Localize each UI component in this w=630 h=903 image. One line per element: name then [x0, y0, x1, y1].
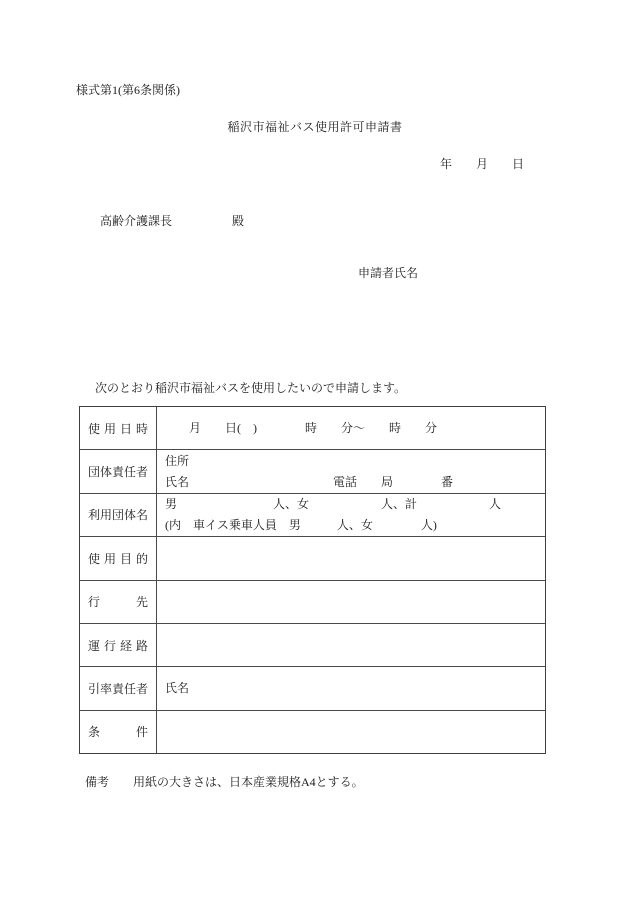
row-content: [157, 667, 545, 709]
table-row: [80, 711, 545, 753]
remark-note: 備考 用紙の大きさは、日本産業規格A4とする。: [85, 775, 364, 789]
row-label-text: 団体責任者: [88, 465, 149, 480]
row-label: [80, 624, 157, 666]
row-label: [80, 450, 157, 492]
table-row: [80, 624, 545, 667]
row-label-text: 行先: [88, 595, 148, 610]
row-label: [80, 581, 157, 623]
form-number: 様式第1(第6条関係): [76, 83, 180, 97]
applicant-name-label: 申請者氏名: [358, 266, 419, 280]
row-label-text: 条件: [88, 725, 148, 740]
document-title: 稲沢市福祉バス使用許可申請書: [227, 120, 403, 134]
table-row: [80, 450, 545, 493]
row-content: [157, 450, 545, 492]
row-label-text: 利用団体名: [88, 508, 149, 523]
row-label: [80, 407, 157, 449]
application-table: [79, 406, 546, 754]
intro-sentence: 次のとおり稲沢市福祉バスを使用したいので申請します。: [95, 381, 407, 395]
row-content: [157, 537, 545, 579]
table-row: [80, 407, 545, 450]
row-content-line: 氏名: [165, 680, 190, 695]
table-row: [80, 494, 545, 537]
row-content: [157, 407, 545, 449]
row-content-line: 月 日( ) 時 分～ 時 分: [165, 420, 437, 435]
row-content: [157, 711, 545, 753]
addressee-line: 高齢介護課長 殿: [100, 214, 245, 228]
row-label-text: 使用日時: [88, 421, 148, 436]
row-label-text: 使用目的: [88, 551, 148, 566]
row-content-line: 住所: [165, 453, 190, 468]
row-label-text: 運行経路: [88, 638, 148, 653]
table-row: [80, 581, 545, 624]
row-label: [80, 537, 157, 579]
row-content-line: (内 車イス乗車人員 男 人、女 人): [165, 517, 437, 532]
row-content: [157, 581, 545, 623]
row-label: [80, 711, 157, 753]
row-content: [157, 494, 545, 536]
row-label: [80, 667, 157, 709]
date-line: 年 月 日: [440, 157, 525, 171]
table-row: [80, 537, 545, 580]
table-row: [80, 667, 545, 710]
row-content-line: 男 人、女 人、計 人: [165, 496, 502, 511]
row-label-text: 引率責任者: [88, 681, 149, 696]
row-content: [157, 624, 545, 666]
row-content-line: 氏名 電話 局 番: [165, 474, 454, 489]
row-label: [80, 494, 157, 536]
